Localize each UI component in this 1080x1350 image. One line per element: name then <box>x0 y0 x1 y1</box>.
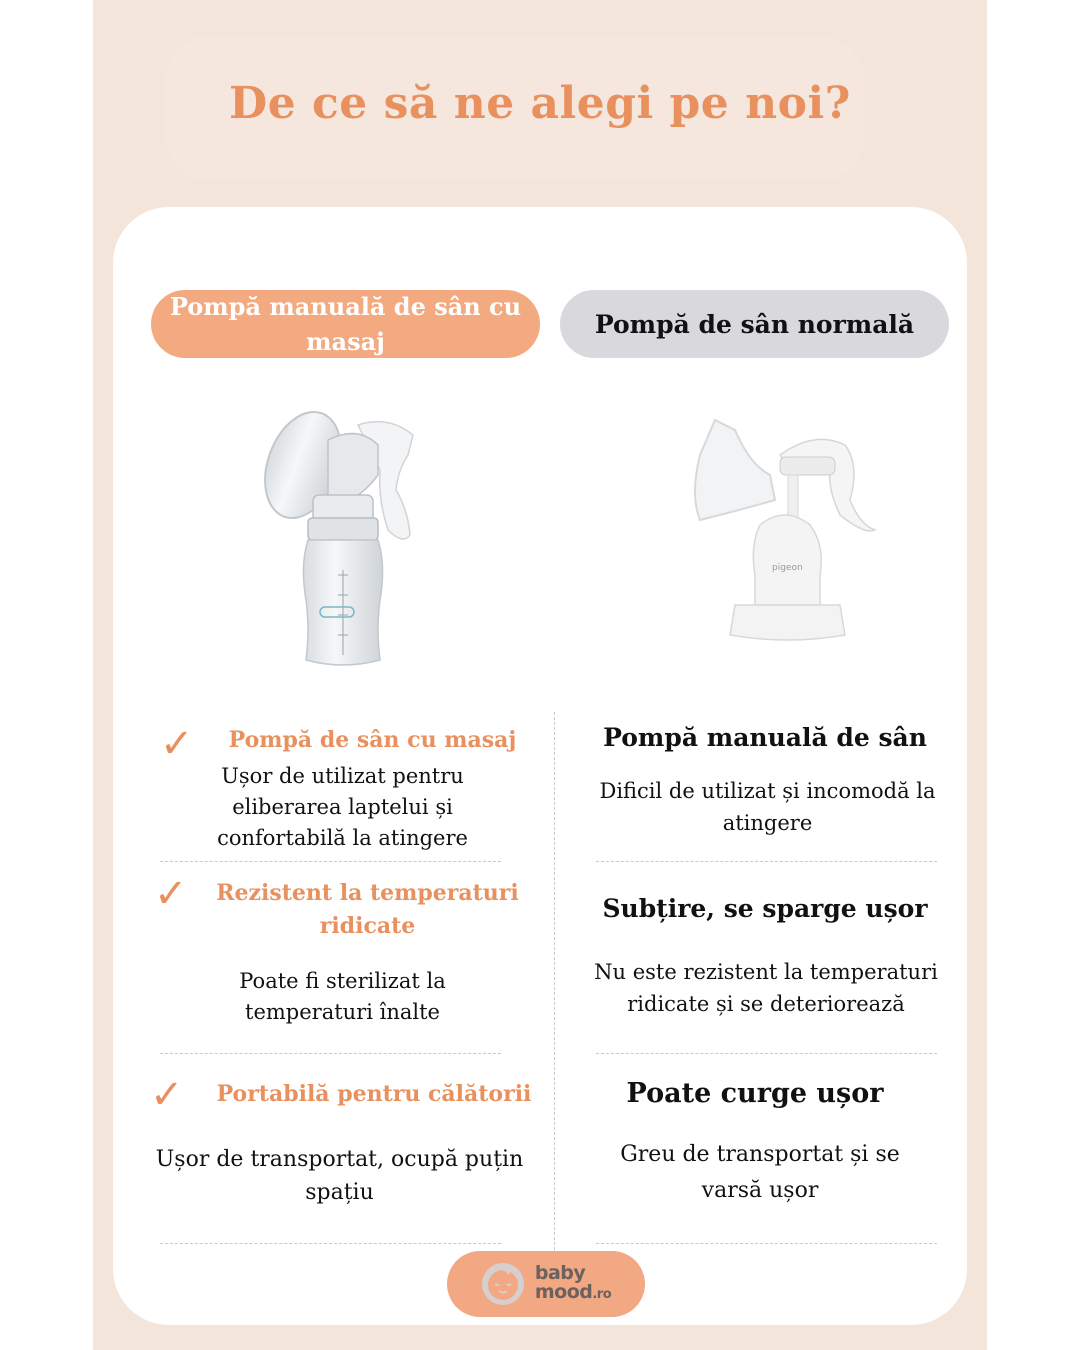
advantage-description-temperature: Poate fi sterilizat la temperaturi înalte <box>239 969 446 1024</box>
pigeon-breast-pump-image <box>680 405 895 650</box>
row-divider <box>160 1243 501 1244</box>
disadvantage-description-manual: Dificil de utilizat și incomodă la atingere <box>599 779 936 835</box>
advantage-description-massage: Ușor de utilizat pentru eliberarea laptelui și confortabilă la atingere <box>217 764 468 850</box>
column-divider <box>554 712 555 1250</box>
logo-line-mood: mood <box>534 1281 593 1303</box>
disadvantage-title-manual: Pompă manuală de sân <box>603 723 927 752</box>
logo-suffix: .ro <box>592 1287 612 1302</box>
row-divider <box>160 861 501 862</box>
logo-line-baby: baby <box>534 1262 586 1284</box>
row-divider <box>596 1053 937 1054</box>
column-header-normal-pump: Pompă de sân normală <box>560 290 949 358</box>
disadvantage-description-leak: Greu de transportat și se varsă ușor <box>620 1142 900 1203</box>
baby-face-icon <box>481 1262 525 1306</box>
svg-text:pigeon: pigeon <box>772 563 803 573</box>
page-title: De ce să ne alegi pe noi? <box>229 78 851 129</box>
logo-wordmark <box>535 1264 611 1304</box>
disadvantage-title-fragile: Subțire, se sparge ușor <box>602 894 928 923</box>
checkmark-icon: ✓ <box>154 871 188 917</box>
advantage-description-portable: Ușor de transportat, ocupă puțin spațiu <box>155 1147 524 1205</box>
checkmark-icon: ✓ <box>160 721 194 767</box>
checkmark-icon: ✓ <box>150 1072 184 1118</box>
disadvantage-description-fragile: Nu este rezistent la temperaturi ridicate și se deteriorează <box>594 960 938 1016</box>
advantage-title-portable: Portabilă pentru călătorii <box>216 1081 532 1107</box>
disadvantage-title-leak: Poate curge ușor <box>626 1078 884 1109</box>
column-header-massage-pump: Pompă manuală de sân cu masaj <box>151 290 540 358</box>
row-divider <box>596 861 937 862</box>
advantage-title-massage: Pompă de sân cu masaj <box>228 727 517 753</box>
row-divider <box>160 1053 501 1054</box>
advantage-title-temperature: Rezistent la temperaturi ridicate <box>216 880 519 939</box>
babymood-logo[interactable] <box>447 1251 645 1317</box>
row-divider <box>596 1243 937 1244</box>
breast-pump-with-bottle-image <box>258 400 448 670</box>
